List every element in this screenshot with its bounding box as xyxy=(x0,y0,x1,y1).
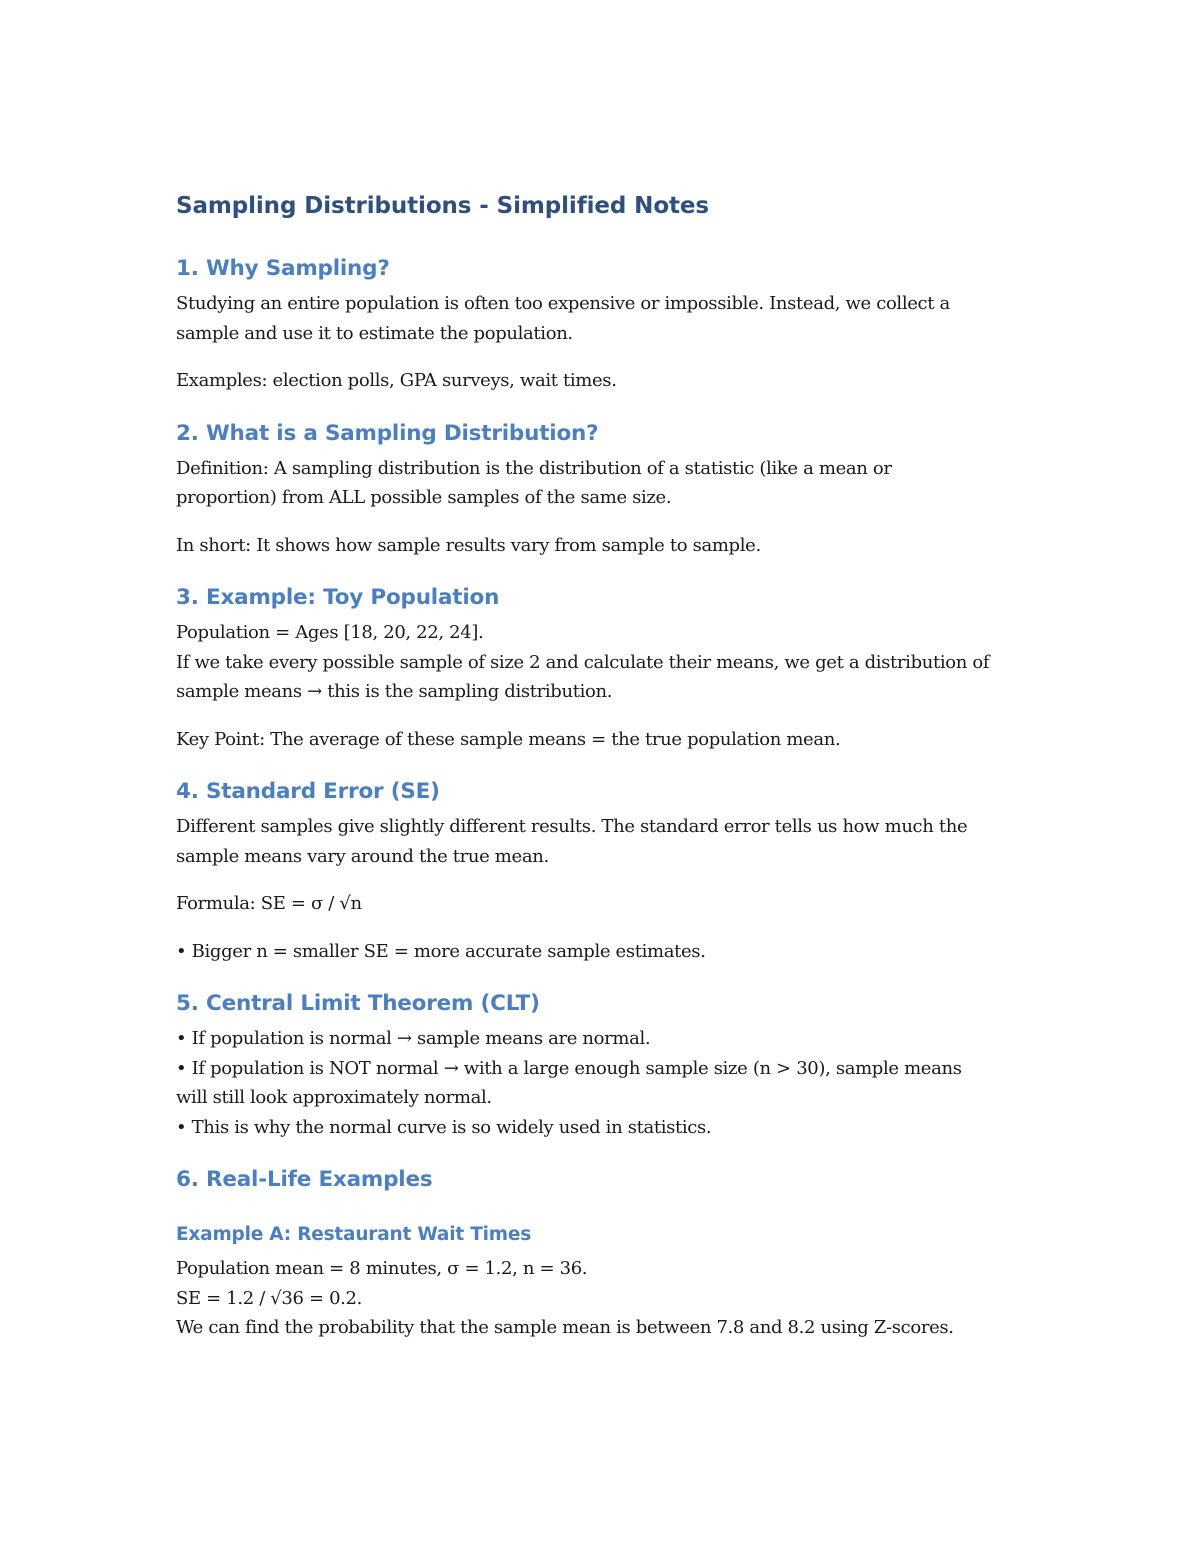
paragraph xyxy=(176,366,1036,396)
text-line: Definition: A sampling distribution is the distribution of a statistic (like a mean or xyxy=(176,457,892,479)
document-title: Sampling Distributions - Simplified Notes xyxy=(176,193,709,219)
section-heading: 1. Why Sampling? xyxy=(176,256,390,281)
paragraph xyxy=(176,618,1036,707)
text-line: Population mean = 8 minutes, σ = 1.2, n = 36. xyxy=(176,1258,588,1279)
text-line: will still look approximately normal. xyxy=(176,1087,492,1108)
text-line: We can find the probability that the sample mean is between 7.8 and 8.2 using Z-scores. xyxy=(176,1317,954,1338)
paragraph xyxy=(176,1254,1036,1343)
text-line: • If population is NOT normal → with a large enough sample size (n > 30), sample means xyxy=(176,1057,962,1079)
subsection-heading: Example A: Restaurant Wait Times xyxy=(176,1224,532,1245)
section-toy-population xyxy=(176,578,1036,754)
section-real-life-examples xyxy=(176,1160,1036,1343)
paragraph xyxy=(176,725,1036,755)
section-heading: 2. What is a Sampling Distribution? xyxy=(176,420,599,446)
text-line: Formula: SE = σ / √n xyxy=(176,893,362,914)
paragraph xyxy=(176,937,1036,967)
text-line: • This is why the normal curve is so widely used in statistics. xyxy=(176,1116,712,1138)
section-heading: 3. Example: Toy Population xyxy=(176,585,500,610)
paragraph xyxy=(176,531,1036,561)
text-line: Population = Ages [18, 20, 22, 24]. xyxy=(176,622,484,643)
text-line: Key Point: The average of these sample means = the true population mean. xyxy=(176,728,841,750)
text-line: • If population is normal → sample means are normal. xyxy=(176,1028,651,1049)
paragraph xyxy=(176,889,1036,919)
paragraph xyxy=(176,454,1036,513)
text-line: Examples: election polls, GPA surveys, wait times. xyxy=(176,370,617,391)
text-line: sample and use it to estimate the population. xyxy=(176,322,573,344)
section-why-sampling xyxy=(176,249,1036,396)
text-line: SE = 1.2 / √36 = 0.2. xyxy=(176,1287,363,1309)
text-line: In short: It shows how sample results vary from sample to sample. xyxy=(176,534,761,556)
document-body xyxy=(176,187,1036,1361)
section-sampling-distribution xyxy=(176,414,1036,561)
paragraph xyxy=(176,1024,1036,1142)
text-line: sample means → this is the sampling distribution. xyxy=(176,681,613,702)
paragraph xyxy=(176,289,1036,348)
section-central-limit-theorem xyxy=(176,984,1036,1142)
text-line: Different samples give slightly different results. The standard error tells us how much the xyxy=(176,816,968,837)
paragraph xyxy=(176,812,1036,871)
text-line: • Bigger n = smaller SE = more accurate sample estimates. xyxy=(176,940,706,962)
section-heading: 5. Central Limit Theorem (CLT) xyxy=(176,991,540,1016)
text-line: sample means vary around the true mean. xyxy=(176,845,549,867)
section-heading: 4. Standard Error (SE) xyxy=(176,779,440,804)
text-line: Studying an entire population is often too expensive or impossible. Instead, we collect a xyxy=(176,293,950,314)
text-line: If we take every possible sample of size 2 and calculate their means, we get a distribution of xyxy=(176,651,990,673)
text-line: proportion) from ALL possible samples of the same size. xyxy=(176,487,672,508)
section-heading: 6. Real-Life Examples xyxy=(176,1167,433,1192)
section-standard-error xyxy=(176,772,1036,966)
